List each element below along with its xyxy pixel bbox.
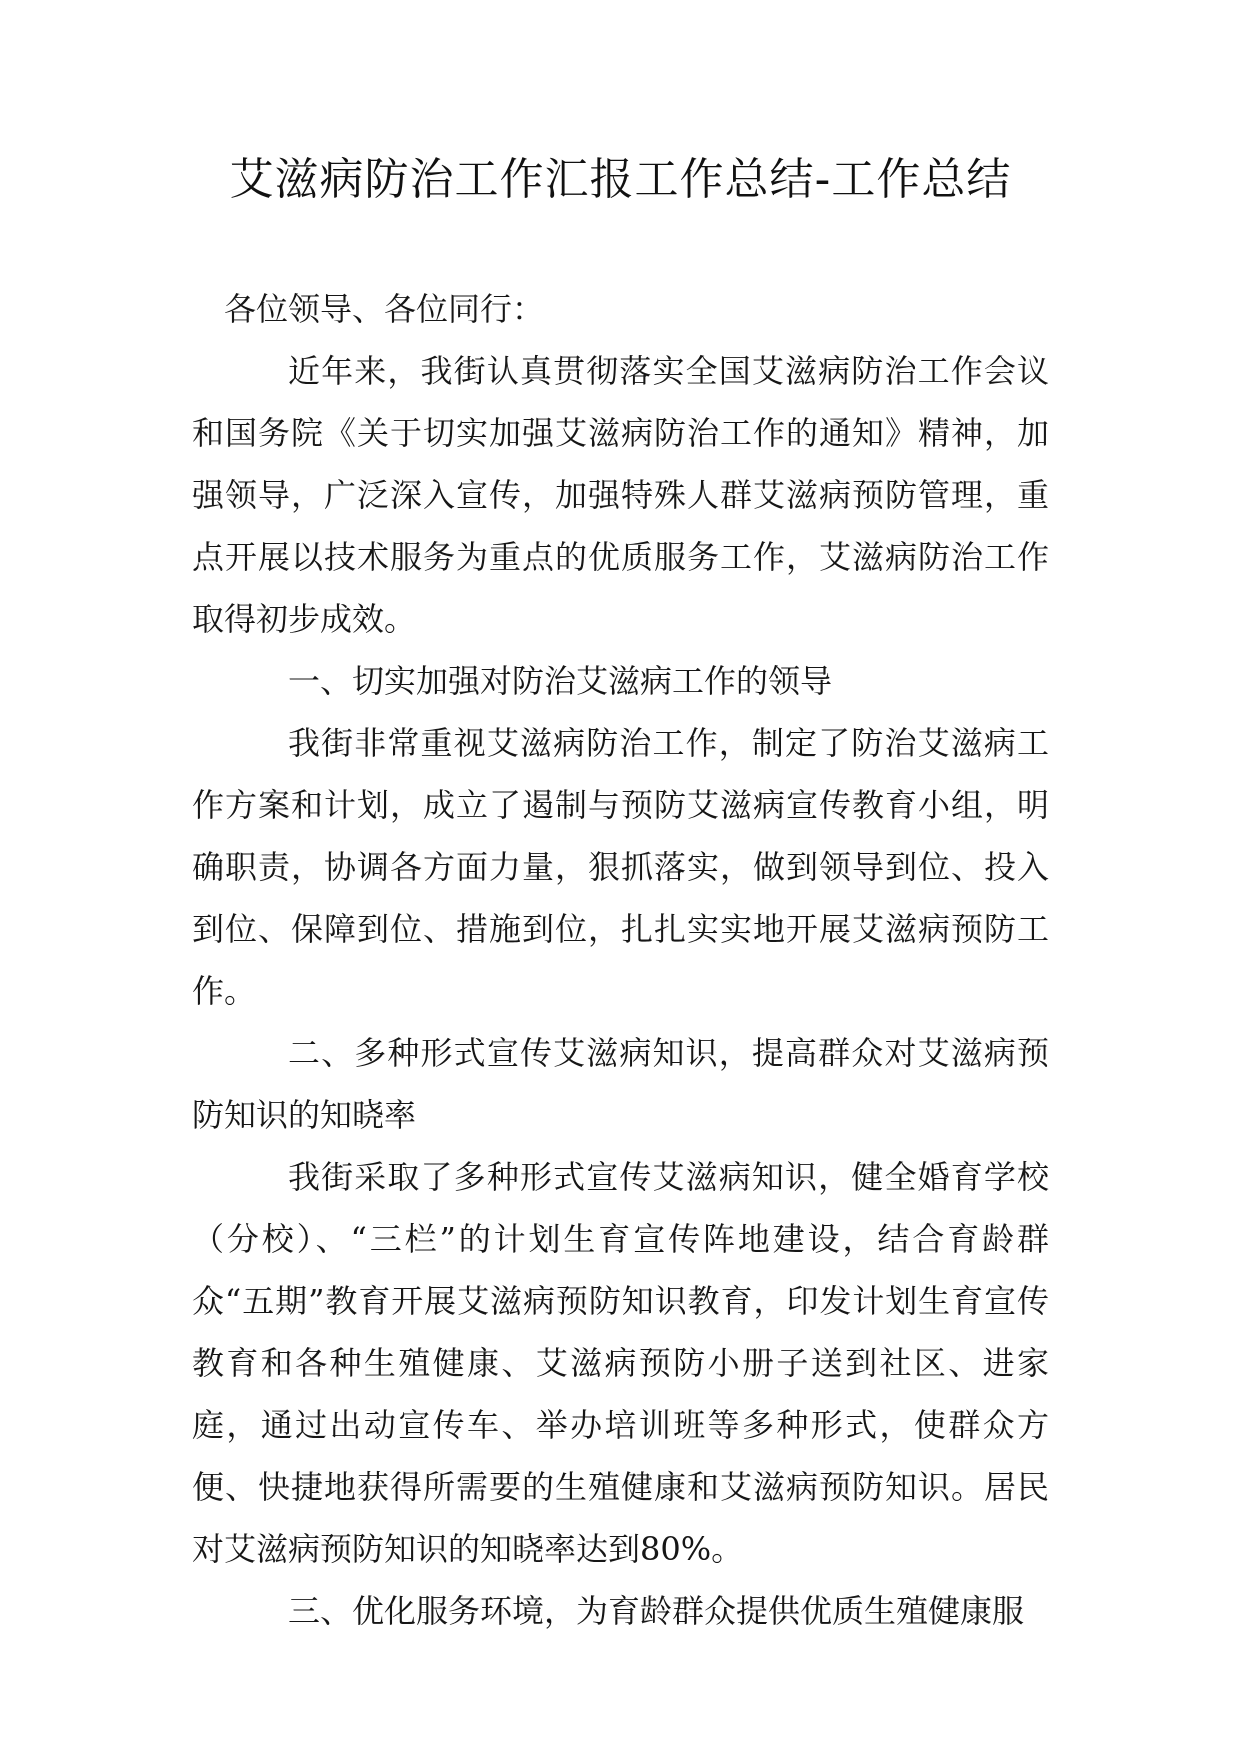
document-title: 艾滋病防治工作汇报工作总结-工作总结 xyxy=(229,154,1012,205)
document-body xyxy=(192,278,1049,1642)
section-heading-1: 一、切实加强对防治艾滋病工作的领导 xyxy=(288,662,833,700)
paragraph-intro: 近年来，我街认真贯彻落实全国艾滋病防治工作会议和国务院《关于切实加强艾滋病防治工作的通知》精神，加强领导，广泛深入宣传，加强特殊人群艾滋病预防管理，重点开展以技术服务为重点的优质服务工作，艾滋病防治工作取得初步成效。 xyxy=(192,352,1049,638)
salutation: 各位领导、各位同行： xyxy=(224,290,545,328)
paragraph-section-1: 我街非常重视艾滋病防治工作，制定了防治艾滋病工作方案和计划，成立了遏制与预防艾滋病宣传教育小组，明确职责，协调各方面力量，狠抓落实，做到领导到位、投入到位、保障到位、措施到位，扎扎实实地开展艾滋病预防工作。 xyxy=(192,724,1049,1010)
section-heading-3: 三、优化服务环境，为育龄群众提供优质生殖健康服 xyxy=(288,1592,1025,1630)
section-heading-2: 二、多种形式宣传艾滋病知识，提高群众对艾滋病预防知识的知晓率 xyxy=(192,1034,1049,1134)
paragraph-section-2: 我街采取了多种形式宣传艾滋病知识，健全婚育学校（分校）、“三栏”的计划生育宣传阵地建设，结合育龄群众“五期”教育开展艾滋病预防知识教育，印发计划生育宣传教育和各种生殖健康、艾滋病预防小册子送到社区、进家庭，通过出动宣传车、举办培训班等多种形式，使群众方便、快捷地获得所需要的生殖健康和艾滋病预防知识。居民对艾滋病预防知识的知晓率达到80%。 xyxy=(192,1158,1049,1568)
